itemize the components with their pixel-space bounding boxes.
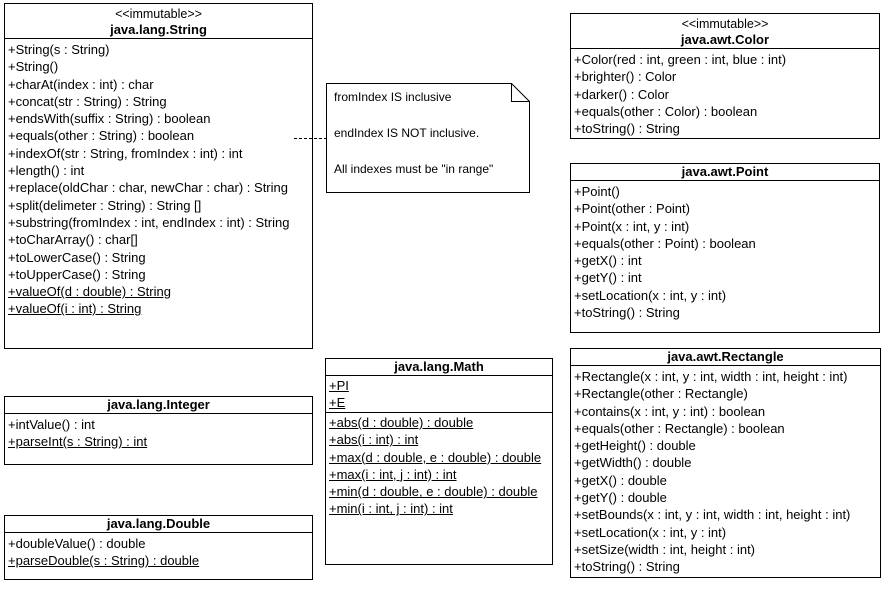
method-item: +abs(i : int) : int <box>329 432 419 448</box>
class-name: java.awt.Rectangle <box>571 349 880 366</box>
method-item: +min(d : double, e : double) : double <box>329 484 538 500</box>
class-box-java-lang-string[interactable] <box>4 3 313 349</box>
class-stereotype: <<immutable>> <box>115 7 202 21</box>
method-item: +getX() : double <box>574 472 667 488</box>
methods-compartment <box>571 49 879 137</box>
method-item: +split(delimeter : String) : String [] <box>8 197 202 213</box>
method-item: +contains(x : int, y : int) : boolean <box>574 403 766 419</box>
method-item: +charAt(index : int) : char <box>8 76 154 92</box>
class-box-java-lang-double[interactable] <box>4 515 313 580</box>
method-item: +toCharArray() : char[] <box>8 232 138 248</box>
method-item: +setSize(width : int, height : int) <box>574 541 756 557</box>
class-stereotype: <<immutable>> <box>681 17 769 31</box>
class-name: java.lang.Double <box>5 516 312 533</box>
method-item: +length() : int <box>8 163 85 179</box>
method-item: +indexOf(str : String, fromIndex : int) : int <box>8 145 243 161</box>
method-item: +String() <box>8 59 59 75</box>
class-name: java.lang.Integer <box>5 397 312 414</box>
method-item: +parseInt(s : String) : int <box>8 434 148 450</box>
attribute-item: +E <box>329 395 346 411</box>
note-line: endIndex IS NOT inclusive. <box>334 126 480 140</box>
class-name: java.lang.Math <box>326 359 552 376</box>
method-item: +toUpperCase() : String <box>8 266 146 282</box>
method-item: +concat(str : String) : String <box>8 93 167 109</box>
method-item: +getX() : int <box>574 253 642 269</box>
methods-compartment <box>571 366 880 576</box>
class-box-java-awt-color[interactable] <box>570 13 880 139</box>
method-item: +endsWith(suffix : String) : boolean <box>8 111 211 127</box>
class-name: java.awt.Point <box>571 164 879 181</box>
method-item: +getY() : double <box>574 490 667 506</box>
method-item: +substring(fromIndex : int, endIndex : int) : String <box>8 214 290 230</box>
uml-note[interactable] <box>326 83 530 193</box>
method-item: +intValue() : int <box>8 417 95 432</box>
class-header <box>571 14 879 49</box>
method-item: +replace(oldChar : char, newChar : char) : String <box>8 180 288 196</box>
method-item: +Point(x : int, y : int) <box>574 218 690 234</box>
note-line: fromIndex IS inclusive <box>334 90 452 104</box>
class-name: java.lang.String <box>110 22 207 37</box>
note-anchor-line <box>294 138 327 139</box>
method-item: +Rectangle(other : Rectangle) <box>574 386 748 402</box>
method-item: +Point() <box>574 184 620 199</box>
method-item: +abs(d : double) : double <box>329 415 474 430</box>
class-box-java-awt-point[interactable] <box>570 163 880 333</box>
attribute-item: +PI <box>329 378 349 393</box>
note-line: All indexes must be "in range" <box>334 162 494 176</box>
method-item: +Point(other : Point) <box>574 201 690 217</box>
method-item: +valueOf(i : int) : String <box>8 301 142 317</box>
method-item: +max(i : int, j : int) : int <box>329 466 457 482</box>
method-item: +setLocation(x : int, y : int) <box>574 524 727 540</box>
method-item: +darker() : Color <box>574 86 669 102</box>
method-item: +doubleValue() : double <box>8 536 146 551</box>
method-item: +valueOf(d : double) : String <box>8 284 171 300</box>
attributes-compartment <box>326 376 552 412</box>
method-item: +equals(other : Color) : boolean <box>574 103 758 119</box>
methods-compartment <box>571 181 879 321</box>
method-item: +getHeight() : double <box>574 438 696 454</box>
method-item: +max(d : double, e : double) : double <box>329 449 542 465</box>
method-item: +setBounds(x : int, y : int, width : int, height : int) <box>574 507 851 523</box>
method-item: +equals(other : Rectangle) : boolean <box>574 420 785 436</box>
method-item: +brighter() : Color <box>574 69 677 85</box>
methods-compartment <box>326 412 552 518</box>
note-text <box>334 90 524 198</box>
class-box-java-awt-rectangle[interactable] <box>570 348 881 578</box>
method-item: +getY() : int <box>574 270 642 286</box>
class-name: java.awt.Color <box>680 32 770 47</box>
method-item: +toString() : String <box>574 559 680 575</box>
method-item: +Rectangle(x : int, y : int, width : int, height : int) <box>574 369 848 384</box>
method-item: +String(s : String) <box>8 42 110 57</box>
class-box-java-lang-math[interactable] <box>325 358 553 565</box>
methods-compartment <box>5 533 312 570</box>
method-item: +Color(red : int, green : int, blue : int) <box>574 52 787 67</box>
method-item: +equals(other : String) : boolean <box>8 128 195 144</box>
method-item: +equals(other : Point) : boolean <box>574 235 756 251</box>
method-item: +getWidth() : double <box>574 455 692 471</box>
methods-compartment <box>5 414 312 451</box>
method-item: +toLowerCase() : String <box>8 249 146 265</box>
class-box-java-lang-integer[interactable] <box>4 396 313 465</box>
methods-compartment <box>5 39 312 318</box>
method-item: +toString() : String <box>574 305 680 321</box>
method-item: +toString() : String <box>574 121 680 137</box>
method-item: +parseDouble(s : String) : double <box>8 553 200 569</box>
method-item: +min(i : int, j : int) : int <box>329 501 453 517</box>
method-item: +setLocation(x : int, y : int) <box>574 287 727 303</box>
class-header <box>5 4 312 39</box>
